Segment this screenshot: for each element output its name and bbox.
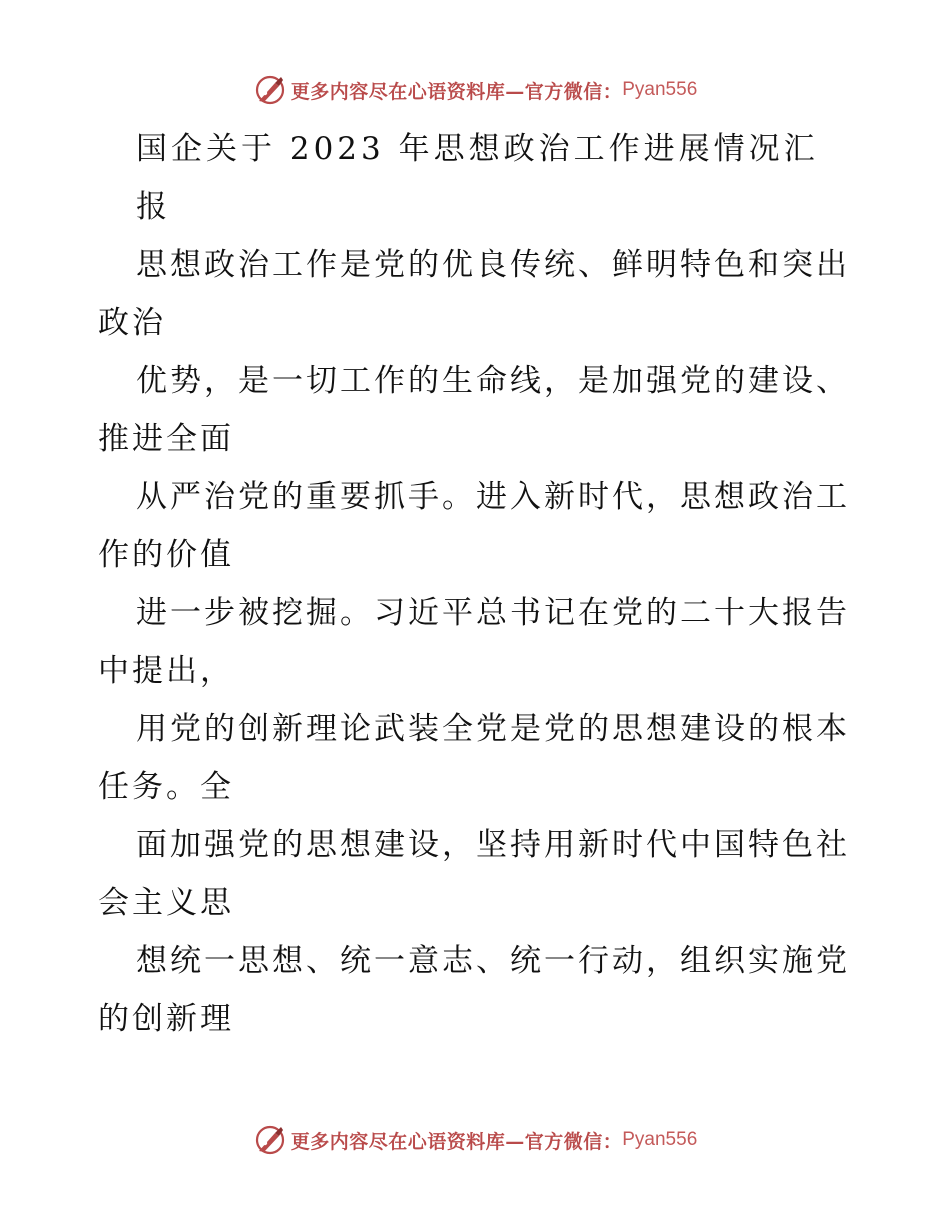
banner-text: 更多内容尽在心语资料库—官方微信： [290,80,623,103]
text-line: 进一步被挖掘。习近平总书记在党的二十大报告 [136,595,850,631]
text-line: 作的价值 [98,537,234,573]
footer-banner [0,1120,950,1160]
banner-wechat-id: Pyan556 [622,79,698,100]
document-title [98,120,858,178]
header-banner [0,70,950,110]
document-body [98,120,858,1048]
banner-text: 更多内容尽在心语资料库—官方微信： [290,1130,623,1153]
title-line-1: 国企关于 2023 年思想政治工作进展情况汇 [136,131,819,167]
text-line: 任务。全 [98,769,234,805]
text-line: 用党的创新理论武装全党是党的思想建设的根本 [136,711,850,747]
text-line: 的创新理 [98,1001,234,1037]
text-line: 中提出， [98,653,234,689]
text-line: 面加强党的思想建设，坚持用新时代中国特色社 [136,827,850,863]
feather-pen-logo-icon [253,73,287,107]
feather-pen-logo-icon [253,1123,287,1157]
text-line: 从严治党的重要抓手。进入新时代，思想政治工 [136,479,850,515]
text-line: 想统一思想、统一意志、统一行动，组织实施党 [136,943,850,979]
text-line: 思想政治工作是党的优良传统、鲜明特色和突出 [136,247,850,283]
banner-wechat-id: Pyan556 [622,1129,698,1150]
text-line: 会主义思 [98,885,234,921]
text-line: 政治 [98,305,166,341]
text-line: 优势，是一切工作的生命线，是加强党的建设、 [136,363,850,399]
title-line-2: 报 [136,189,171,225]
paragraph [98,236,858,1048]
text-line: 推进全面 [98,421,234,457]
